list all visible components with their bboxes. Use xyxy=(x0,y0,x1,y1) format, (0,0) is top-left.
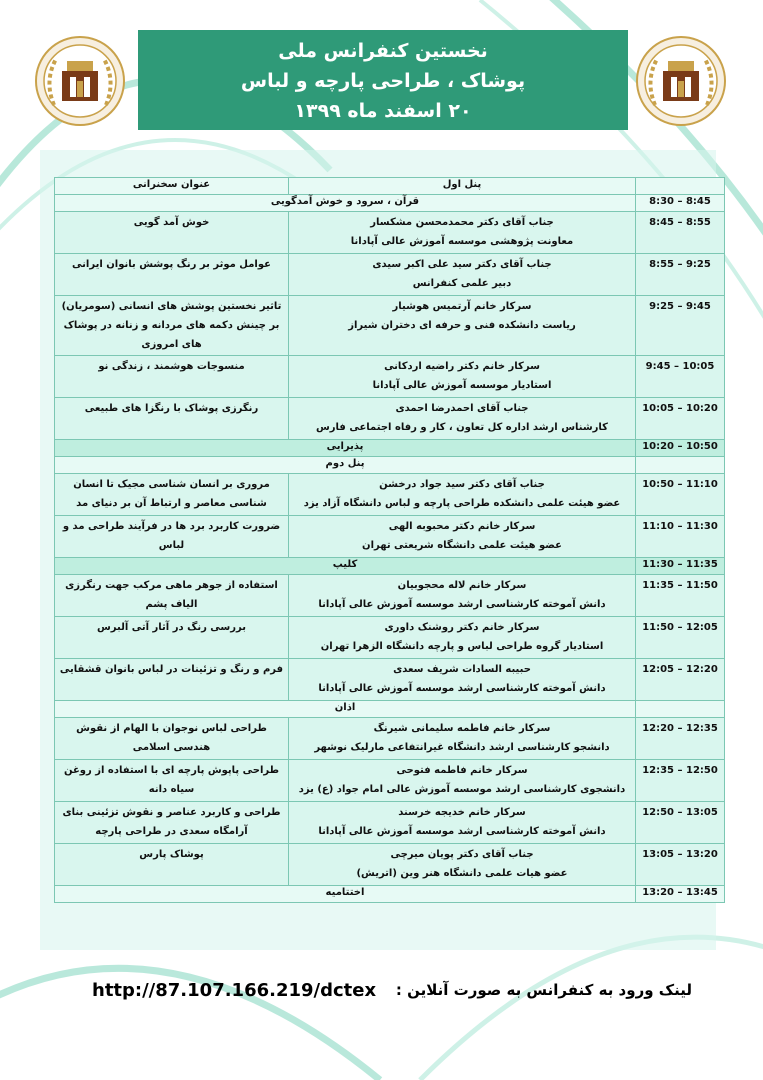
table-row xyxy=(55,254,725,296)
table-row xyxy=(55,212,725,254)
speaker-role: استادیار گروه طراحی لباس و پارچه دانشگاه الزهرا تهران xyxy=(320,641,604,652)
time-cell: 12:35 – 12:50 xyxy=(636,760,725,802)
program-cell: اختتامیه xyxy=(55,886,636,903)
time-cell: 12:20 – 12:35 xyxy=(636,718,725,760)
topic-cell: مروری بر انسان شناسی مجیک تا انسان شناسی معاصر و ارتباط آن بر دنیای مد xyxy=(55,474,289,516)
speaker-name: جناب آقای دکتر سید جواد درخشن xyxy=(379,479,545,490)
time-cell: 10:50 – 11:10 xyxy=(636,474,725,516)
footer xyxy=(92,978,692,1006)
speaker-name: سرکار خانم دکتر روشنک داوری xyxy=(384,622,540,633)
speaker-name: سرکار خانم دکتر راضیه اردکانی xyxy=(384,361,540,372)
time-cell: 12:50 – 13:05 xyxy=(636,802,725,844)
conference-date: ۲۰ اسفند ماه ۱۳۹۹ xyxy=(294,100,472,122)
time-cell: 10:05 – 10:20 xyxy=(636,398,725,440)
program-cell: قرآن ، سرود و خوش آمدگویی xyxy=(55,195,636,212)
time-cell: 11:30 – 11:35 xyxy=(636,558,725,575)
table-row xyxy=(55,474,725,516)
time-cell: 13:20 – 13:45 xyxy=(636,886,725,903)
header-panel-cell: پنل اول xyxy=(289,178,636,195)
table-row xyxy=(55,760,725,802)
speaker-cell xyxy=(289,802,636,844)
speaker-role: دانش آموخته کارشناسی ارشد موسسه آموزش عالی آپادانا xyxy=(318,826,606,837)
speaker-cell xyxy=(289,398,636,440)
speaker-cell xyxy=(289,212,636,254)
table-row xyxy=(55,844,725,886)
speaker-name: جناب آقای احمدرضا احمدی xyxy=(395,403,529,414)
speaker-cell xyxy=(289,760,636,802)
program-row xyxy=(55,886,725,903)
speaker-name: سرکار خانم خدیجه خرسند xyxy=(398,807,526,818)
program-cell: پذیرایی xyxy=(55,440,636,457)
section-header-row xyxy=(55,457,725,474)
speaker-role: دانش آموخته کارشناسی ارشد موسسه آموزش عالی آپادانا xyxy=(318,599,606,610)
break-row xyxy=(55,440,725,457)
topic-cell: بررسی رنگ در آثار آتی آلبرس xyxy=(55,617,289,659)
schedule-table xyxy=(54,177,725,903)
speaker-name: حبیبه السادات شریف سعدی xyxy=(393,664,531,675)
speaker-role: معاونت پژوهشی موسسه آموزش عالی آپادانا xyxy=(350,236,574,247)
section-header-cell: پنل دوم xyxy=(55,457,636,474)
speaker-role: دبیر علمی کنفرانس xyxy=(412,278,512,289)
section-header-row xyxy=(55,701,725,718)
conference-title: نخستین کنفرانس ملی xyxy=(278,40,488,62)
topic-cell: استفاده از جوهر ماهی مرکب جهت رنگرزی الیاف پشم xyxy=(55,575,289,617)
title-banner xyxy=(138,30,628,130)
speaker-cell xyxy=(289,575,636,617)
table-row xyxy=(55,659,725,701)
time-cell: 8:30 – 8:45 xyxy=(636,195,725,212)
speaker-cell xyxy=(289,659,636,701)
speaker-role: عضو هیئت علمی دانشکده طراحی پارچه و لباس دانشگاه آزاد یزد xyxy=(303,498,621,509)
table-row xyxy=(55,575,725,617)
time-cell: 11:50 – 12:05 xyxy=(636,617,725,659)
speaker-cell xyxy=(289,844,636,886)
time-cell: 12:05 – 12:20 xyxy=(636,659,725,701)
break-row xyxy=(55,558,725,575)
speaker-role: عضو هیات علمی دانشگاه هنر وین (اتریش) xyxy=(356,868,568,879)
speaker-role: دانش آموخته کارشناسی ارشد موسسه آموزش عالی آپادانا xyxy=(318,683,606,694)
speaker-name: جناب آقای دکتر پویان میرچی xyxy=(390,849,534,860)
speaker-cell xyxy=(289,296,636,356)
topic-cell: تاثیر نخستین پوشش های انسانی (سومریان) بر چینش دکمه های مردانه و زنانه در پوشاک های امروزی xyxy=(55,296,289,356)
speaker-role: کارشناس ارشد اداره کل تعاون ، کار و رفاه اجتماعی فارس xyxy=(316,422,608,433)
table-row xyxy=(55,356,725,398)
topic-cell: رنگرزی پوشاک با رنگزا های طبیعی xyxy=(55,398,289,440)
speaker-cell xyxy=(289,617,636,659)
table-row xyxy=(55,718,725,760)
speaker-role: استادیار موسسه آموزش عالی آپادانا xyxy=(372,380,552,391)
topic-cell: عوامل موثر بر رنگ پوشش بانوان ایرانی xyxy=(55,254,289,296)
speaker-cell xyxy=(289,718,636,760)
table-row xyxy=(55,398,725,440)
speaker-role: ریاست دانشکده فنی و حرفه ای دختران شیراز xyxy=(348,320,576,331)
program-row xyxy=(55,195,725,212)
time-cell: 10:20 – 10:50 xyxy=(636,440,725,457)
topic-cell: ضرورت کاربرد برد ها در فرآیند طراحی مد و لباس xyxy=(55,516,289,558)
speaker-name: جناب آقای دکتر محمدمحسن مشکسار xyxy=(370,217,554,228)
topic-cell: طراحی و کاربرد عناصر و نقوش تزئینی بنای آرامگاه سعدی در طراحی پارچه xyxy=(55,802,289,844)
speaker-name: سرکار خانم لاله محجوبیان xyxy=(397,580,527,591)
topic-cell: خوش آمد گویی xyxy=(55,212,289,254)
section-header-cell: اذان xyxy=(55,701,636,718)
table-header-row xyxy=(55,178,725,195)
table-row xyxy=(55,296,725,356)
time-cell: 9:25 – 9:45 xyxy=(636,296,725,356)
header-time-cell xyxy=(636,178,725,195)
speaker-cell xyxy=(289,254,636,296)
time-cell: 13:05 – 13:20 xyxy=(636,844,725,886)
institution-logo-right xyxy=(635,35,727,127)
speaker-name: جناب آقای دکتر سید علی اکبر سیدی xyxy=(372,259,552,270)
time-cell: 8:45 – 8:55 xyxy=(636,212,725,254)
time-cell: 11:35 – 11:50 xyxy=(636,575,725,617)
speaker-role: عضو هیئت علمی دانشگاه شریعتی تهران xyxy=(362,540,562,551)
conference-subtitle: پوشاک ، طراحی پارچه و لباس xyxy=(240,70,526,92)
conference-link-label: لینک ورود به کنفرانس به صورت آنلاین : xyxy=(395,981,692,999)
topic-cell: طراحی پاپوش پارچه ای با استفاده از روغن سیاه دانه xyxy=(55,760,289,802)
table-row xyxy=(55,802,725,844)
topic-cell: منسوجات هوشمند ، زندگی نو xyxy=(55,356,289,398)
topic-cell: فرم و رنگ و تزئینات در لباس بانوان قشقایی xyxy=(55,659,289,701)
program-cell: کلیپ xyxy=(55,558,636,575)
conference-link[interactable]: http://87.107.166.219/dctex xyxy=(92,980,377,1001)
institution-logo-left xyxy=(34,35,126,127)
time-cell: 11:10 – 11:30 xyxy=(636,516,725,558)
topic-cell: طراحی لباس نوجوان با الهام از نقوش هندسی اسلامی xyxy=(55,718,289,760)
table-row xyxy=(55,516,725,558)
time-cell xyxy=(636,701,725,718)
speaker-cell xyxy=(289,516,636,558)
speaker-role: دانشجو کارشناسی ارشد دانشگاه غیرانتفاعی مارلیک نوشهر xyxy=(314,742,610,753)
time-cell xyxy=(636,457,725,474)
speaker-name: سرکار خانم فاطمه فتوحی xyxy=(396,765,528,776)
speaker-role: دانشجوی کارشناسی ارشد موسسه آموزش عالی امام جواد (ع) یزد xyxy=(298,784,626,795)
speaker-name: سرکار خانم فاطمه سلیمانی شیرنگ xyxy=(373,723,551,734)
table-row xyxy=(55,617,725,659)
time-cell: 8:55 – 9:25 xyxy=(636,254,725,296)
speaker-name: سرکار خانم دکتر محبوبه الهی xyxy=(388,521,536,532)
schedule-body xyxy=(55,178,725,903)
topic-cell: پوشاک پارس xyxy=(55,844,289,886)
speaker-name: سرکار خانم آرتمیس هوشیار xyxy=(392,301,532,312)
speaker-cell xyxy=(289,474,636,516)
time-cell: 9:45 – 10:05 xyxy=(636,356,725,398)
speaker-cell xyxy=(289,356,636,398)
header-topic-cell: عنوان سخنرانی xyxy=(55,178,289,195)
